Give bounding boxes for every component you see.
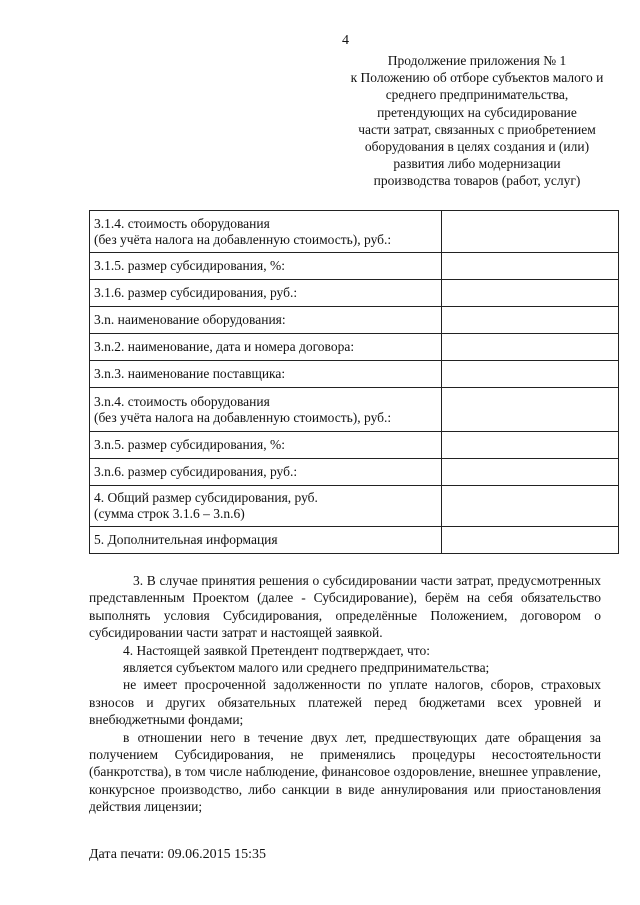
row-label bbox=[90, 361, 442, 388]
paragraph-4: 4. Настоящей заявкой Претендент подтверждает, что: bbox=[123, 642, 430, 658]
table-row bbox=[90, 486, 619, 527]
table-row bbox=[90, 253, 619, 280]
row-value[interactable] bbox=[442, 211, 619, 253]
label-line: 3.n.6. размер субсидирования, руб.: bbox=[94, 464, 298, 479]
row-value[interactable] bbox=[442, 253, 619, 280]
table-row bbox=[90, 459, 619, 486]
row-value[interactable] bbox=[442, 527, 619, 554]
row-label bbox=[90, 486, 442, 527]
paragraph-item: не имеет просроченной задолженности по уплате налогов, сборов, страховых взносов и других обязательных платежей перед бюджетами всех уровней и внебюджетными фондами; bbox=[89, 677, 601, 728]
row-label bbox=[90, 280, 442, 307]
row-value[interactable] bbox=[442, 307, 619, 334]
row-label bbox=[90, 307, 442, 334]
label-line: 3.n.4. стоимость оборудования bbox=[94, 393, 270, 409]
table-row bbox=[90, 307, 619, 334]
table-row bbox=[90, 361, 619, 388]
row-label bbox=[90, 334, 442, 361]
label-line: 3.1.6. размер субсидирования, руб.: bbox=[94, 285, 298, 300]
table-row bbox=[90, 280, 619, 307]
label-line: 4. Общий размер субсидирования, руб. bbox=[94, 490, 318, 505]
row-value[interactable] bbox=[442, 486, 619, 527]
label-line: 3.1.4. стоимость оборудования bbox=[94, 215, 270, 231]
application-body-text bbox=[89, 572, 601, 816]
label-line: 3.n.3. наименование поставщика: bbox=[94, 366, 286, 381]
paragraph-item: в отношении него в течение двух лет, предшествующих дате обращения за получением Субсидирования, не применялись процедуры несостоятельности (банкротства), в том числе наблюдение, финансовое оздоровление, внешнее управление, конкурсное производство, либо санкции в виде аннулирования или приостановления действия лицензии; bbox=[89, 729, 601, 815]
row-value[interactable] bbox=[442, 432, 619, 459]
label-line: 3.n.2. наименование, дата и номера договора: bbox=[94, 339, 355, 354]
row-value[interactable] bbox=[442, 361, 619, 388]
row-label bbox=[90, 459, 442, 486]
page-number: 4 bbox=[342, 33, 349, 48]
paragraph-item: является субъектом малого или среднего предпринимательства; bbox=[123, 660, 490, 676]
paragraph-3: 3. В случае принятия решения о субсидировании части затрат, предусмотренных представленным Проектом (далее - Субсидирование), берём на себя обязательство выполнять условия Субсидирования, определённые Положением, договором о субсидировании части затрат и настоящей заявкой. bbox=[89, 573, 601, 641]
label-line: (сумма строк 3.1.6 – 3.n.6) bbox=[94, 506, 245, 521]
row-value[interactable] bbox=[442, 280, 619, 307]
header-line: к Положению об отборе субъектов малого и bbox=[350, 70, 604, 86]
row-value[interactable] bbox=[442, 459, 619, 486]
header-line: Продолжение приложения № 1 bbox=[387, 53, 567, 68]
header-line: оборудования в целях создания и (или) bbox=[364, 139, 590, 155]
header-line: развития либо модернизации bbox=[393, 156, 561, 172]
row-label bbox=[90, 527, 442, 554]
label-line: 3.n. наименование оборудования: bbox=[94, 312, 286, 327]
table-row bbox=[90, 334, 619, 361]
row-label bbox=[90, 432, 442, 459]
print-date: Дата печати: 09.06.2015 15:35 bbox=[89, 847, 267, 862]
label-line: 5. Дополнительная информация bbox=[94, 532, 278, 547]
label-line: (без учёта налога на добавленную стоимость), руб.: bbox=[94, 231, 392, 247]
row-label bbox=[90, 253, 442, 280]
header-line: среднего предпринимательства, bbox=[385, 87, 569, 103]
appendix-header bbox=[318, 52, 636, 190]
row-value[interactable] bbox=[442, 388, 619, 432]
table-row bbox=[90, 388, 619, 432]
label-line: (без учёта налога на добавленную стоимость), руб.: bbox=[94, 409, 392, 425]
table-row bbox=[90, 527, 619, 554]
header-line: части затрат, связанных с приобретением bbox=[358, 121, 596, 137]
table-row bbox=[90, 211, 619, 253]
row-label bbox=[90, 388, 442, 432]
header-line: производства товаров (работ, услуг) bbox=[373, 173, 581, 189]
row-value[interactable] bbox=[442, 334, 619, 361]
subsidy-form-table bbox=[89, 210, 619, 554]
label-line: 3.1.5. размер субсидирования, %: bbox=[94, 258, 285, 273]
row-label bbox=[90, 211, 442, 253]
header-line: претендующих на субсидирование bbox=[377, 104, 577, 120]
label-line: 3.n.5. размер субсидирования, %: bbox=[94, 437, 285, 452]
table-row bbox=[90, 432, 619, 459]
